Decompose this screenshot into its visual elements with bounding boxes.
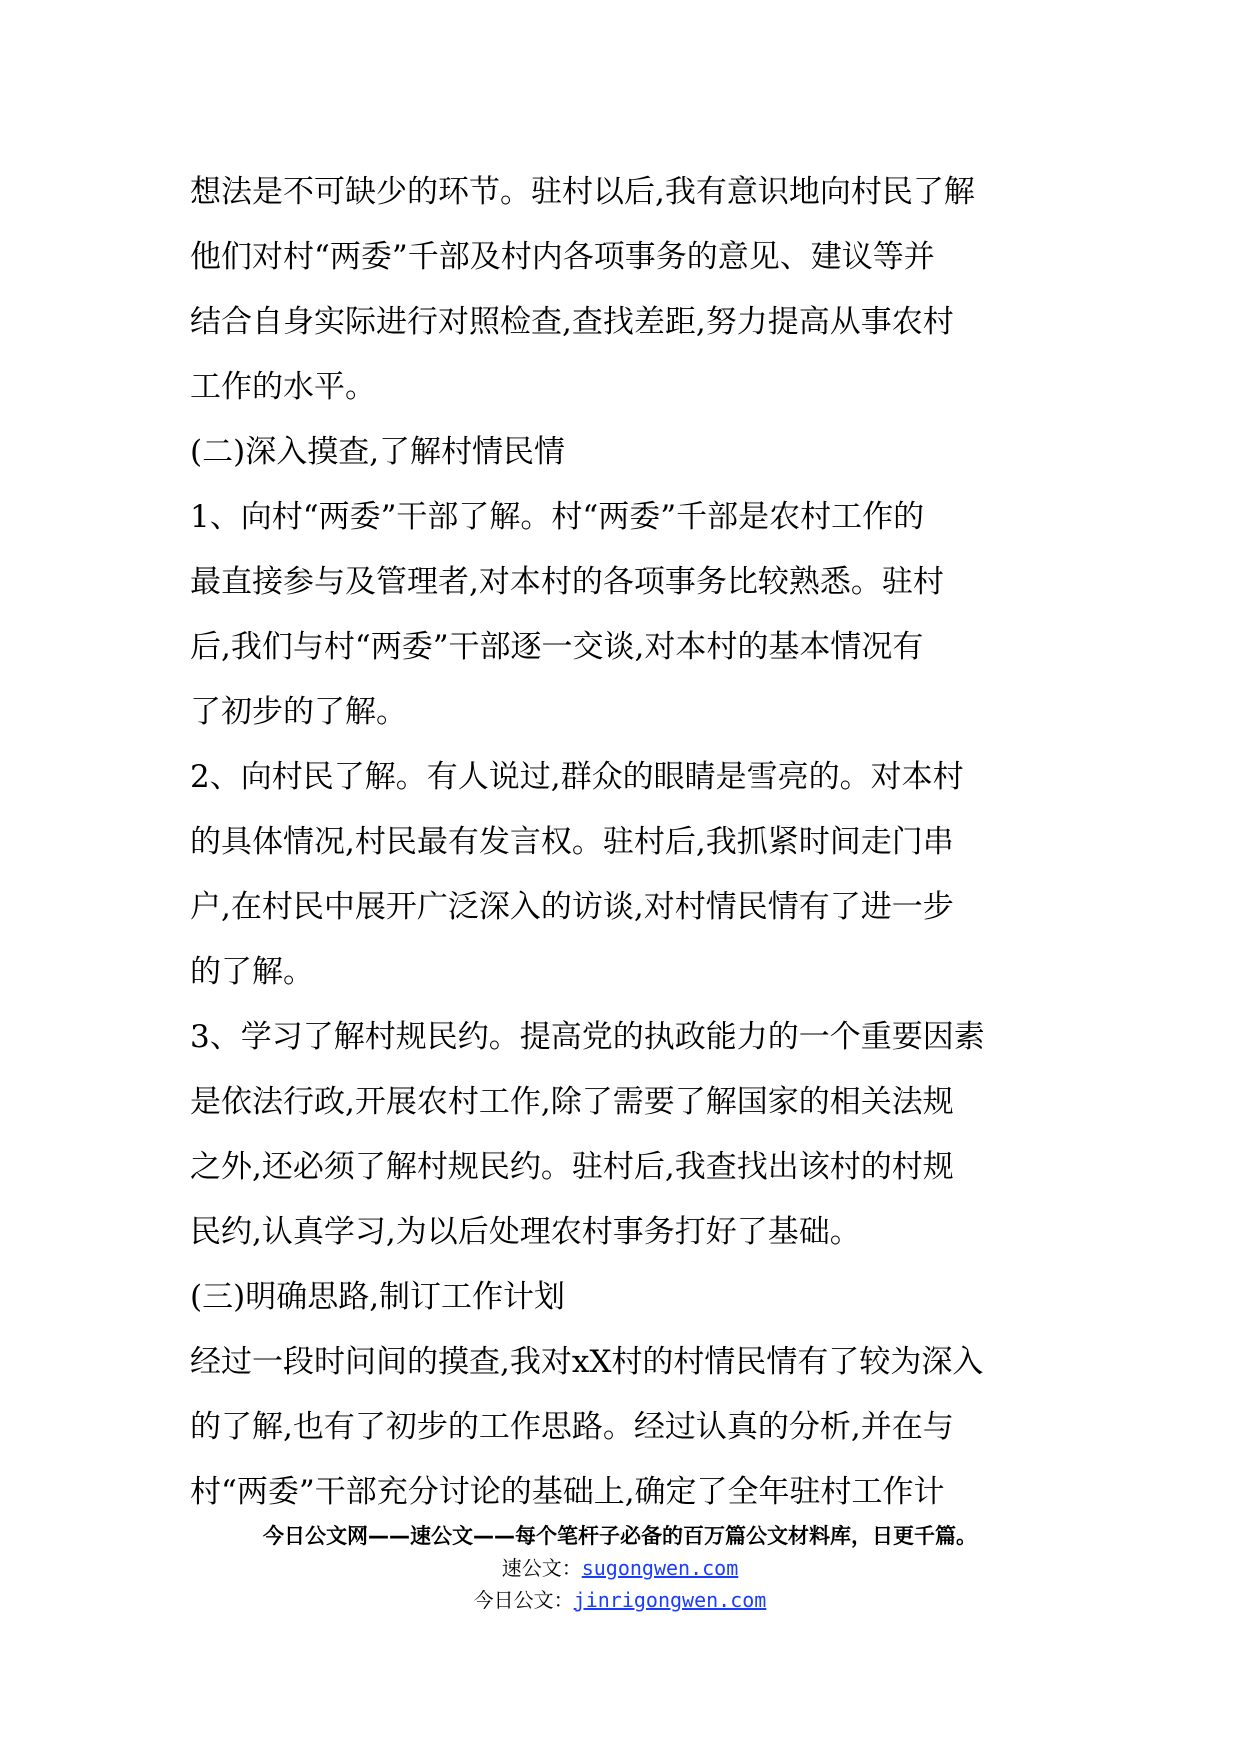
text-line: 结合自身实际进行对照检查,查找差距,努力提高从事农村 bbox=[190, 304, 954, 340]
jinrigongwen-link[interactable]: jinrigongwen.com bbox=[573, 1588, 767, 1612]
jinrigongwen-label: 今日公文： bbox=[473, 1588, 574, 1612]
text-line: 2、向村民了解。有人说过,群众的眼睛是雪亮的。对本村 bbox=[190, 759, 964, 795]
text-line: 之外,还必须了解村规民约。驻村后,我查找出该村的村规 bbox=[190, 1149, 954, 1185]
text-line: 经过一段时问间的摸查,我对xX村的村情民情有了较为深入 bbox=[190, 1344, 984, 1380]
text-line: 他们对村“两委”千部及村内各项事务的意见、建议等并 bbox=[190, 239, 935, 275]
text-line: 的了解。 bbox=[190, 954, 314, 990]
section-heading: (二)深入摸查,了解村情民情 bbox=[190, 434, 566, 470]
footer-jinrigongwen bbox=[0, 1584, 1240, 1616]
document-body bbox=[190, 160, 1060, 1525]
text-line: 户,在村民中展开广泛深入的访谈,对村情民情有了进一步 bbox=[190, 889, 954, 925]
text-line: 1、向村“两委”干部了解。村“两委”千部是农村工作的 bbox=[190, 499, 925, 535]
sugongwen-label: 速公文： bbox=[501, 1556, 582, 1580]
text-line: 想法是不可缺少的环节。驻村以后,我有意识地向村民了解 bbox=[190, 174, 975, 210]
page-footer bbox=[0, 1520, 1240, 1616]
footer-sugongwen bbox=[0, 1552, 1240, 1584]
text-line: 的了解,也有了初步的工作思路。经过认真的分析,并在与 bbox=[190, 1409, 954, 1445]
section-heading: (三)明确思路,制订工作计划 bbox=[190, 1279, 566, 1315]
text-line: 3、学习了解村规民约。提高党的执政能力的一个重要因素 bbox=[190, 1019, 985, 1055]
sugongwen-link[interactable]: sugongwen.com bbox=[581, 1556, 739, 1580]
text-line: 村“两委”干部充分讨论的基础上,确定了全年驻村工作计 bbox=[190, 1474, 945, 1510]
text-line: 的具体情况,村民最有发言权。驻村后,我抓紧时间走门串 bbox=[190, 824, 954, 860]
text-line: 工作的水平。 bbox=[190, 369, 376, 405]
text-line: 是依法行政,开展农村工作,除了需要了解国家的相关法规 bbox=[190, 1084, 954, 1120]
text-line: 最直接参与及管理者,对本村的各项事务比较熟悉。驻村 bbox=[190, 564, 944, 600]
text-line: 后,我们与村“两委”干部逐一交谈,对本村的基本情况有 bbox=[190, 629, 924, 665]
text-line: 了初步的了解。 bbox=[190, 694, 407, 730]
footer-tagline: 今日公文网——速公文——每个笔杆子必备的百万篇公文材料库，日更千篇。 bbox=[263, 1524, 977, 1548]
text-line: 民约,认真学习,为以后处理农村事务打好了基础。 bbox=[190, 1214, 861, 1250]
